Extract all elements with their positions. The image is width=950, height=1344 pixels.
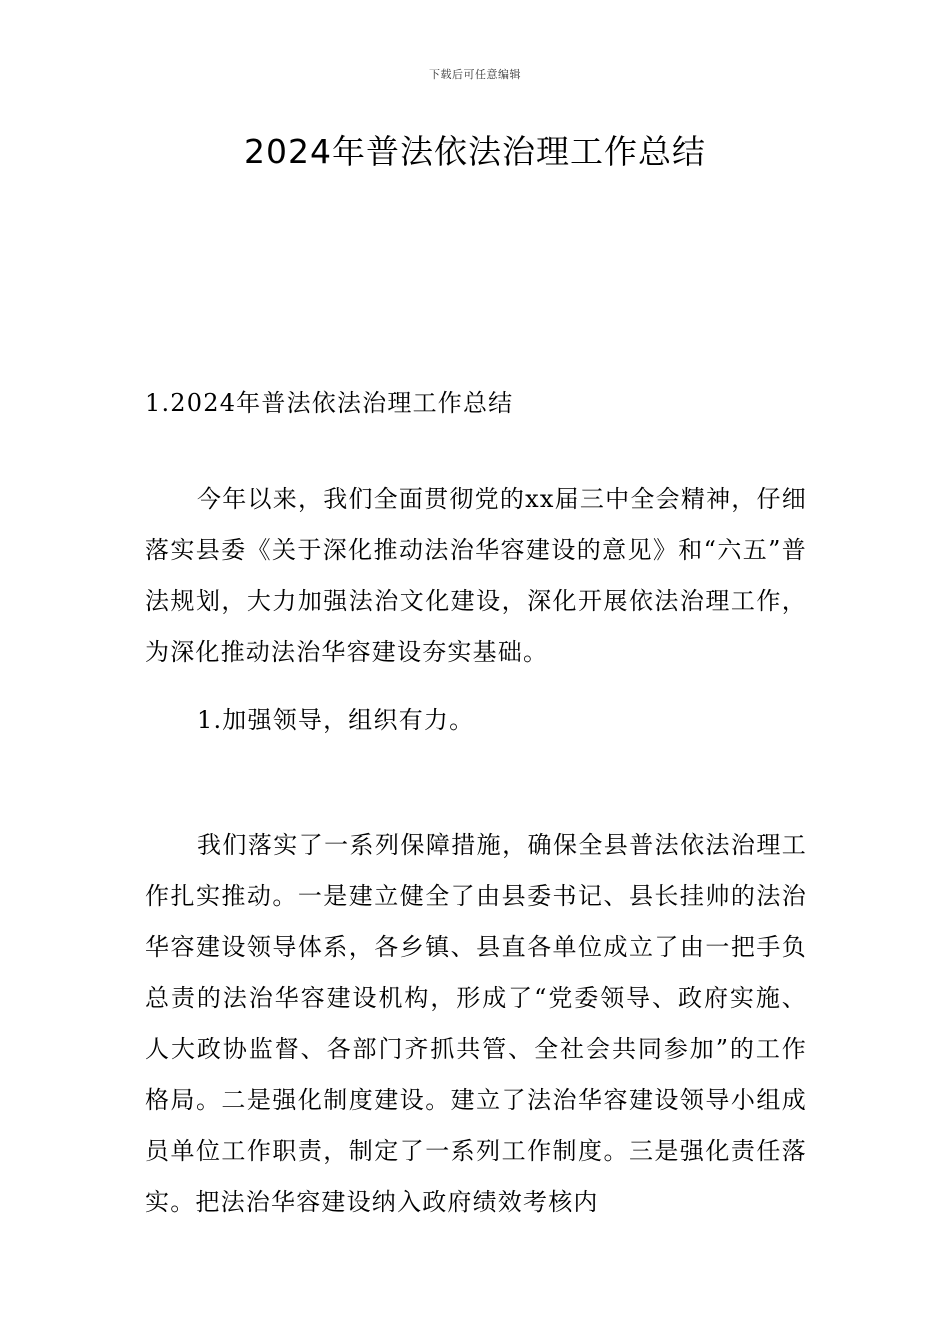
intro-paragraph: 今年以来，我们全面贯彻党的xx届三中全会精神，仔细落实县委《关于深化推动法治华容建设的意见》和“六五”普法规划，大力加强法治文化建设，深化开展依法治理工作，为深化推动法治华容建设夯实基础。 — [145, 485, 807, 666]
document-title: 2024年普法依法治理工作总结 — [244, 132, 706, 171]
subheading-leadership: 1.加强领导，组织有力。 — [197, 706, 475, 734]
header-note: 下载后可任意编辑 — [429, 68, 521, 81]
measures-paragraph: 我们落实了一系列保障措施，确保全县普法依法治理工作扎实推动。一是建立健全了由县委书记、县长挂帅的法治华容建设领导体系，各乡镇、县直各单位成立了由一把手负总责的法治华容建设机构，形成了“党委领导、政府实施、人大政协监督、各部门齐抓共管、全社会共同参加”的工作格局。二是强化制度建设。建立了法治华容建设领导小组成员单位工作职责，制定了一系列工作制度。三是强化责任落实。把法治华容建设纳入政府绩效考核内 — [145, 831, 807, 1216]
section-heading: 1.2024年普法依法治理工作总结 — [145, 389, 514, 417]
